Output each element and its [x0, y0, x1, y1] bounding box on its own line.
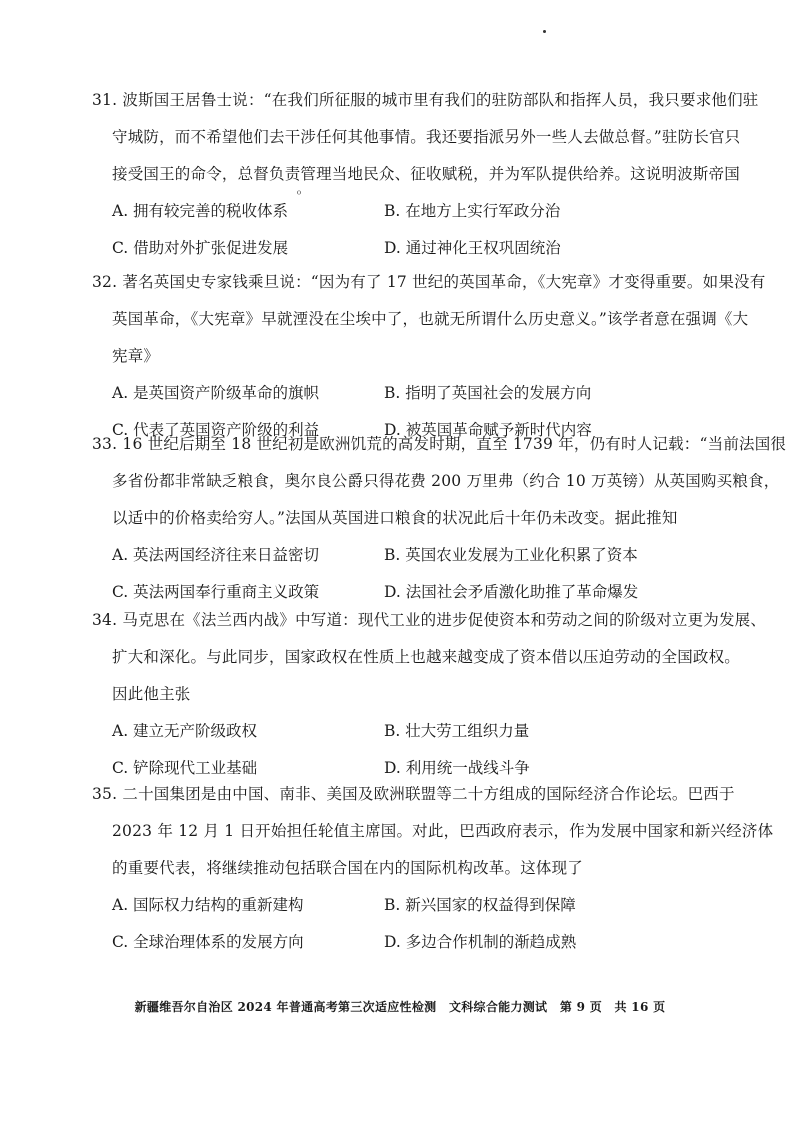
question-32-option-d: D. 被英国革命赋予新时代内容	[384, 421, 592, 439]
question-32-option-b: B. 指明了英国社会的发展方向	[384, 384, 592, 402]
question-34-line-3: 因此他主张	[112, 685, 191, 703]
question-33-option-c: C. 英法两国奉行重商主义政策	[112, 583, 320, 601]
question-31-option-a: A. 拥有较完善的税收体系	[112, 202, 289, 220]
question-35	[92, 776, 774, 961]
question-33-option-b: B. 英国农业发展为工业化积累了资本	[384, 546, 638, 564]
question-31-line-2: 守城防，而不希望他们去干涉任何其他事情。我还要指派另外一些人去做总督。”驻防长官只	[112, 128, 741, 146]
footer-page-number: 第 9 页	[559, 1000, 603, 1014]
question-35-line-1: 35. 二十国集团是由中国、南非、美国及欧洲联盟等二十方组成的国际经济合作论坛。巴西于	[92, 785, 735, 803]
footer-subject: 文科综合能力测试	[448, 1000, 548, 1014]
question-33-line-1: 33. 16 世纪后期至 18 世纪初是欧洲饥荒的高发时期，直至 1739 年，仍有时人记载：“当前法国很	[92, 435, 787, 453]
question-31-option-d: D. 通过神化王权巩固统治	[384, 239, 561, 257]
question-32-line-1: 32. 著名英国史专家钱乘旦说：“因为有了 17 世纪的英国革命，《大宪章》才变得重要。如果没有	[92, 273, 766, 291]
question-32-line-2: 英国革命，《大宪章》早就湮没在尘埃中了，也就无所谓什么历史意义。”该学者意在强调《大	[112, 310, 749, 328]
question-31-line-1: 31. 波斯国王居鲁士说：“在我们所征服的城市里有我们的驻防部队和指挥人员，我只要求他们驻	[92, 91, 759, 109]
footer-exam-name: 新疆维吾尔自治区 2024 年普通高考第三次适应性检测	[134, 1000, 437, 1014]
question-35-options	[92, 887, 712, 961]
scan-speck	[543, 30, 546, 33]
question-34-option-a: A. 建立无产阶级政权	[112, 722, 258, 740]
question-35-option-b: B. 新兴国家的权益得到保障	[384, 896, 576, 914]
pen-mark: ⁰	[297, 190, 302, 201]
question-35-line-3: 的重要代表，将继续推动包括联合国在内的国际机构改革。这体现了	[112, 859, 584, 877]
question-31	[92, 82, 759, 267]
question-32	[92, 264, 766, 449]
question-32-option-c: C. 代表了英国资产阶级的利益	[112, 421, 320, 439]
question-35-option-a: A. 国际权力结构的重新建构	[112, 896, 304, 914]
question-31-line-3: 接受国王的命令，总督负责管理当地民众、征收赋税，并为军队提供给养。这说明波斯帝国	[112, 165, 741, 183]
question-34	[92, 602, 767, 787]
question-34-option-b: B. 壮大劳工组织力量	[384, 722, 530, 740]
question-33-options	[92, 537, 712, 611]
question-33-line-3: 以适中的价格卖给穷人。”法国从英国进口粮食的状况此后十年仍未改变。据此推知	[112, 509, 678, 527]
question-31-option-b: B. 在地方上实行军政分治	[384, 202, 561, 220]
question-34-option-d: D. 利用统一战线斗争	[384, 759, 530, 777]
question-32-option-a: A. 是英国资产阶级革命的旗帜	[112, 384, 320, 402]
question-34-line-1: 34. 马克思在《法兰西内战》中写道：现代工业的进步促使资本和劳动之间的阶级对立更为发展、	[92, 611, 767, 629]
question-31-option-c: C. 借助对外扩张促进发展	[112, 239, 289, 257]
question-35-option-d: D. 多边合作机制的渐趋成熟	[384, 933, 577, 951]
question-32-line-3: 宪章》	[112, 347, 160, 365]
question-35-line-2: 2023 年 12 月 1 日开始担任轮值主席国。对此，巴西政府表示，作为发展中国家和新兴经济体	[112, 822, 774, 840]
question-33-option-d: D. 法国社会矛盾激化助推了革命爆发	[384, 583, 639, 601]
question-35-option-c: C. 全球治理体系的发展方向	[112, 933, 304, 951]
question-34-line-2: 扩大和深化。与此同步，国家政权在性质上也越来越变成了资本借以压迫劳动的全国政权。	[112, 648, 741, 666]
page-footer	[0, 998, 800, 1015]
question-31-options	[92, 193, 712, 267]
question-33	[92, 426, 787, 611]
question-34-option-c: C. 铲除现代工业基础	[112, 759, 258, 777]
footer-total-pages: 共 16 页	[614, 1000, 666, 1014]
question-33-line-2: 多省份都非常缺乏粮食，奥尔良公爵只得花费 200 万里弗（约合 10 万英镑）从英国购买粮食，	[112, 472, 780, 490]
question-33-option-a: A. 英法两国经济往来日益密切	[112, 546, 320, 564]
